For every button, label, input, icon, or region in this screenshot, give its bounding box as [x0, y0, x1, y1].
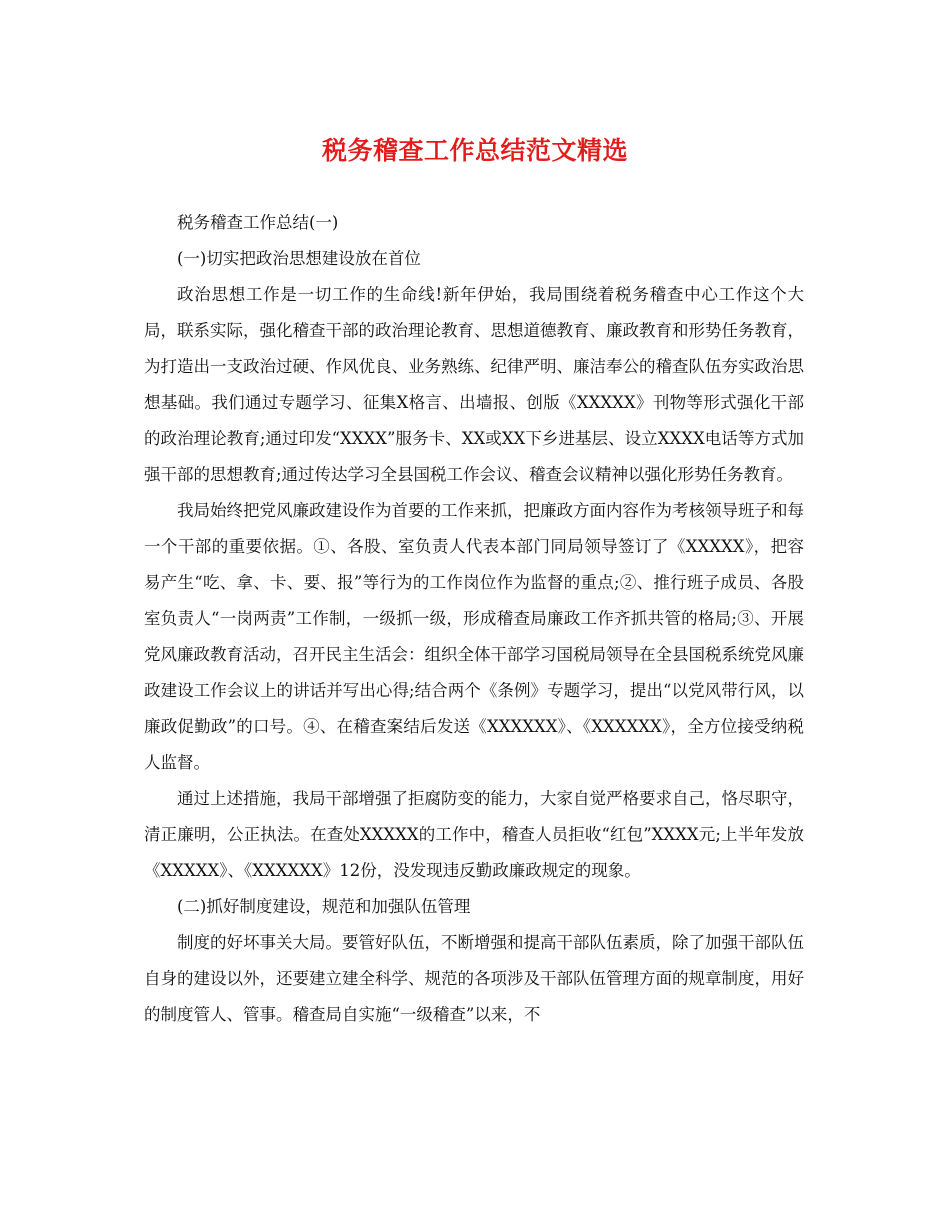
body-paragraph: 通过上述措施，我局干部增强了拒腐防变的能力，大家自觉严格要求自己，恪尽职守，清正廉明，公正执法。在查处XXXXX的工作中，稽查人员拒收“红包”XXXX元;上半年发放《XXXXX》、《XXXXXX》12份，没发现违反勤政廉政规定的现象。: [144, 789, 804, 880]
document-title: 税务稽查工作总结范文精选: [321, 136, 628, 165]
subsection-heading: (一)切实把政治思想建设放在首位: [177, 249, 421, 268]
body-paragraph: 政治思想工作是一切工作的生命线!新年伊始，我局围绕着税务稽查中心工作这个大局，联系实际，强化稽查干部的政治理论教育、思想道德教育、廉政教育和形势任务教育，为打造出一支政治过硬、作风优良、业务熟练、纪律严明、廉洁奉公的稽查队伍夯实政治思想基础。我们通过专题学习、征集X格言、出墙报、创版《XXXXX》刊物等形式强化干部的政治理论教育;通过印发“XXXX”服务卡、XX或XX下乡进基层、设立XXXX电话等方式加强干部的思想教育;通过传达学习全县国税工作会议、稽查会议精神以强化形势任务教育。: [144, 285, 804, 484]
section-heading: 税务稽查工作总结(一): [177, 213, 339, 232]
body-paragraph: 制度的好坏事关大局。要管好队伍，不断增强和提高干部队伍素质，除了加强干部队伍自身的建设以外，还要建立建全科学、规范的各项涉及干部队伍管理方面的规章制度，用好的制度管人、管事。稽查局自实施“一级稽查”以来，不: [144, 933, 804, 1024]
subsection-heading: (二)抓好制度建设，规范和加强队伍管理: [177, 897, 471, 916]
document-body: [144, 205, 804, 1033]
body-paragraph: 我局始终把党风廉政建设作为首要的工作来抓，把廉政方面内容作为考核领导班子和每一个干部的重要依据。①、各股、室负责人代表本部门同局领导签订了《XXXXX》，把容易产生“吃、拿、卡、要、报”等行为的工作岗位作为监督的重点;②、推行班子成员、各股室负责人“一岗两责”工作制，一级抓一级，形成稽查局廉政工作齐抓共管的格局;③、开展党风廉政教育活动，召开民主生活会：组织全体干部学习国税局领导在全县国税系统党风廉政建设工作会议上的讲话并写出心得;结合两个《条例》专题学习，提出“以党风带行风，以廉政促勤政”的口号。④、在稽查案结后发送《XXXXXX》、《XXXXXX》，全方位接受纳税人监督。: [144, 501, 804, 772]
